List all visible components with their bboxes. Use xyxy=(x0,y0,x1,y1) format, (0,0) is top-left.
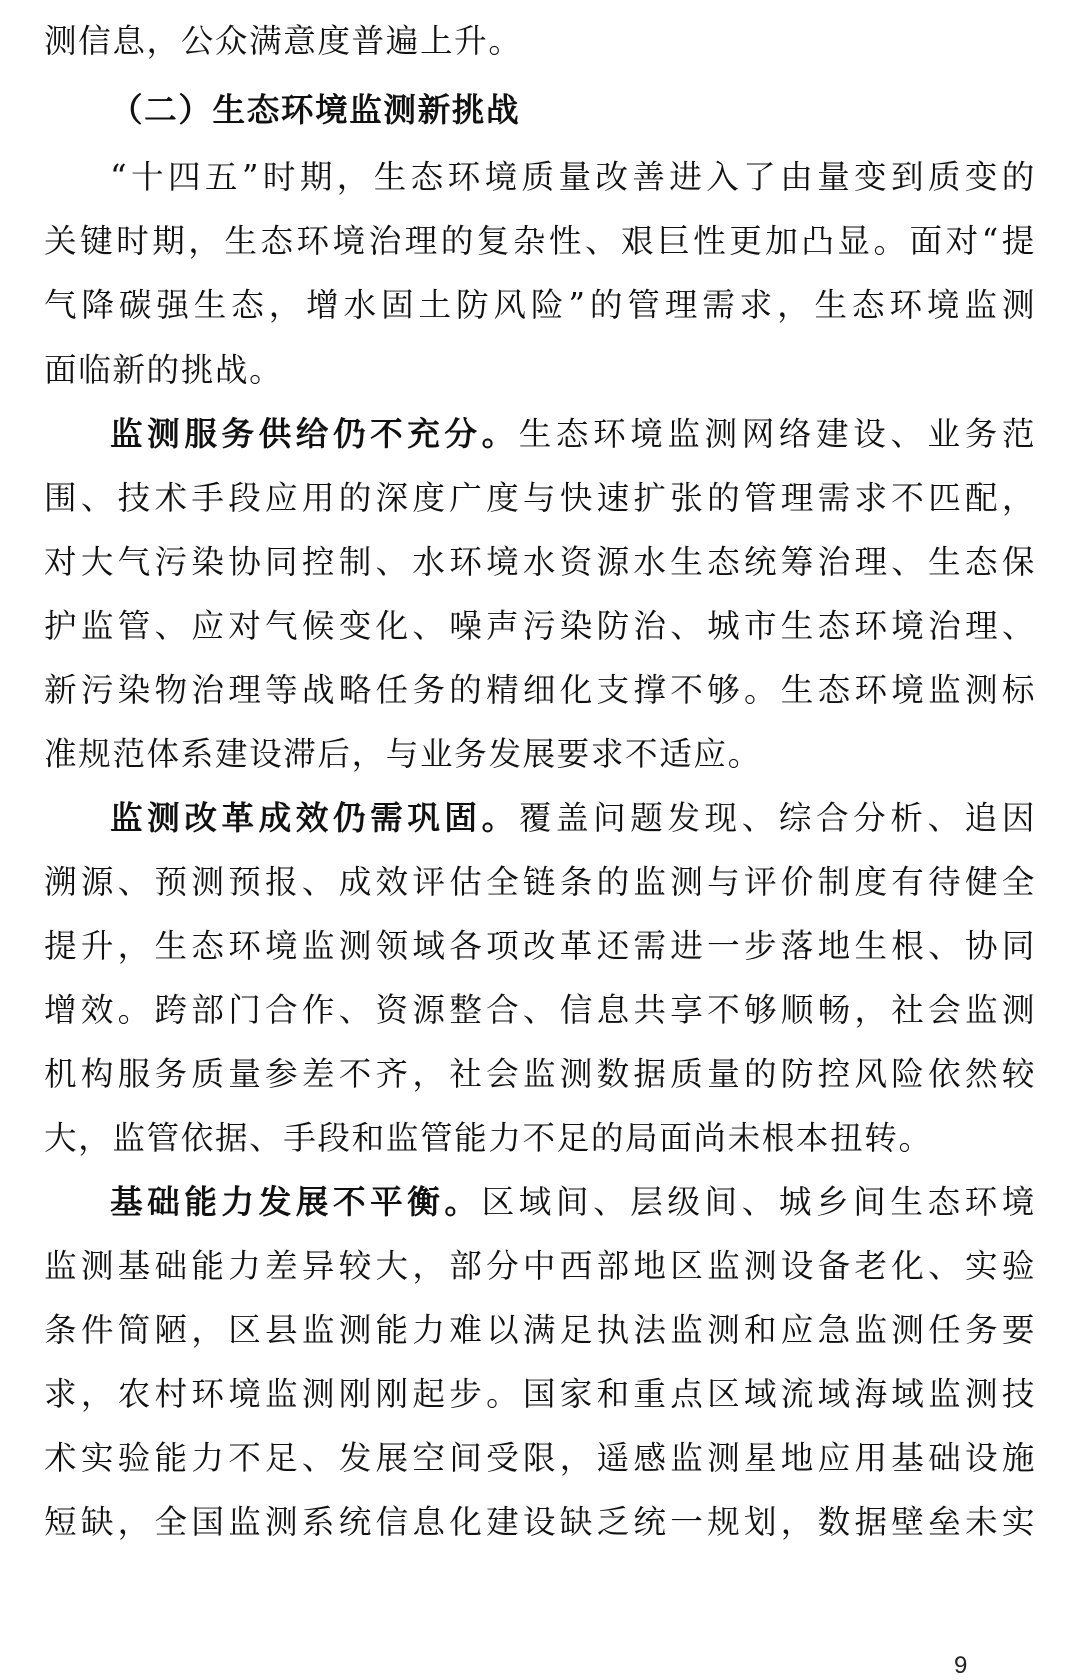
text-line: 提升，生态环境监测领域各项改革还需进一步落地生根、协同 xyxy=(44,927,1036,965)
text-line: 准规范体系建设滞后，与业务发展要求不适应。 xyxy=(44,735,762,773)
text-line: 求，农村环境监测刚刚起步。国家和重点区域流域海域监测技 xyxy=(44,1375,1036,1413)
text-line: 对大气污染协同控制、水环境水资源水生态统筹治理、生态保 xyxy=(44,543,1036,581)
paragraph-first-line xyxy=(110,796,1036,840)
text-line: 面临新的挑战。 xyxy=(44,351,284,389)
paragraph-lead: 监测服务供给仍不充分。 xyxy=(110,415,519,453)
text-line: 增效。跨部门合作、资源整合、信息共享不够顺畅，社会监测 xyxy=(44,991,1036,1029)
section-heading: （二）生态环境监测新挑战 xyxy=(110,91,521,129)
text-line: 护监管、应对气候变化、噪声污染防治、城市生态环境治理、 xyxy=(44,607,1036,645)
text-run: 覆盖问题发现、综合分析、追因 xyxy=(518,799,1036,837)
page-number: 9 xyxy=(954,1652,968,1679)
text-run: 生态环境监测网络建设、业务范 xyxy=(518,415,1036,453)
text-line: 条件简陋，区县监测能力难以满足执法监测和应急监测任务要 xyxy=(44,1311,1036,1349)
paragraph-first-line xyxy=(110,1180,1036,1224)
text-line: 新污染物治理等战略任务的精细化支撑不够。生态环境监测标 xyxy=(44,671,1036,709)
text-line: “十四五”时期，生态环境质量改善进入了由量变到质变的 xyxy=(110,158,1036,196)
text-line: 溯源、预测预报、成效评估全链条的监测与评价制度有待健全 xyxy=(44,863,1036,901)
text-line: 关键时期，生态环境治理的复杂性、艰巨性更加凸显。面对“提 xyxy=(44,222,1036,260)
text-line: 监测基础能力差异较大，部分中西部地区监测设备老化、实验 xyxy=(44,1247,1036,1285)
text-line: 机构服务质量参差不齐，社会监测数据质量的防控风险依然较 xyxy=(44,1055,1036,1093)
text-line: 气降碳强生态，增水固土防风险”的管理需求，生态环境监测 xyxy=(44,286,1036,324)
text-line: 术实验能力不足、发展空间受限，遥感监测星地应用基础设施 xyxy=(44,1439,1036,1477)
paragraph-first-line xyxy=(110,412,1036,456)
text-line: 大，监管依据、手段和监管能力不足的局面尚未根本扭转。 xyxy=(44,1119,933,1157)
paragraph-lead: 监测改革成效仍需巩固。 xyxy=(110,799,519,837)
text-run: 区域间、层级间、城乡间生态环境 xyxy=(481,1183,1036,1221)
paragraph-lead: 基础能力发展不平衡。 xyxy=(110,1183,482,1221)
text-line: 围、技术手段应用的深度广度与快速扩张的管理需求不匹配， xyxy=(44,479,1036,517)
text-line: 短缺，全国监测系统信息化建设缺乏统一规划，数据壁垒未实 xyxy=(44,1503,1036,1541)
text-line: 测信息，公众满意度普遍上升。 xyxy=(44,22,523,60)
